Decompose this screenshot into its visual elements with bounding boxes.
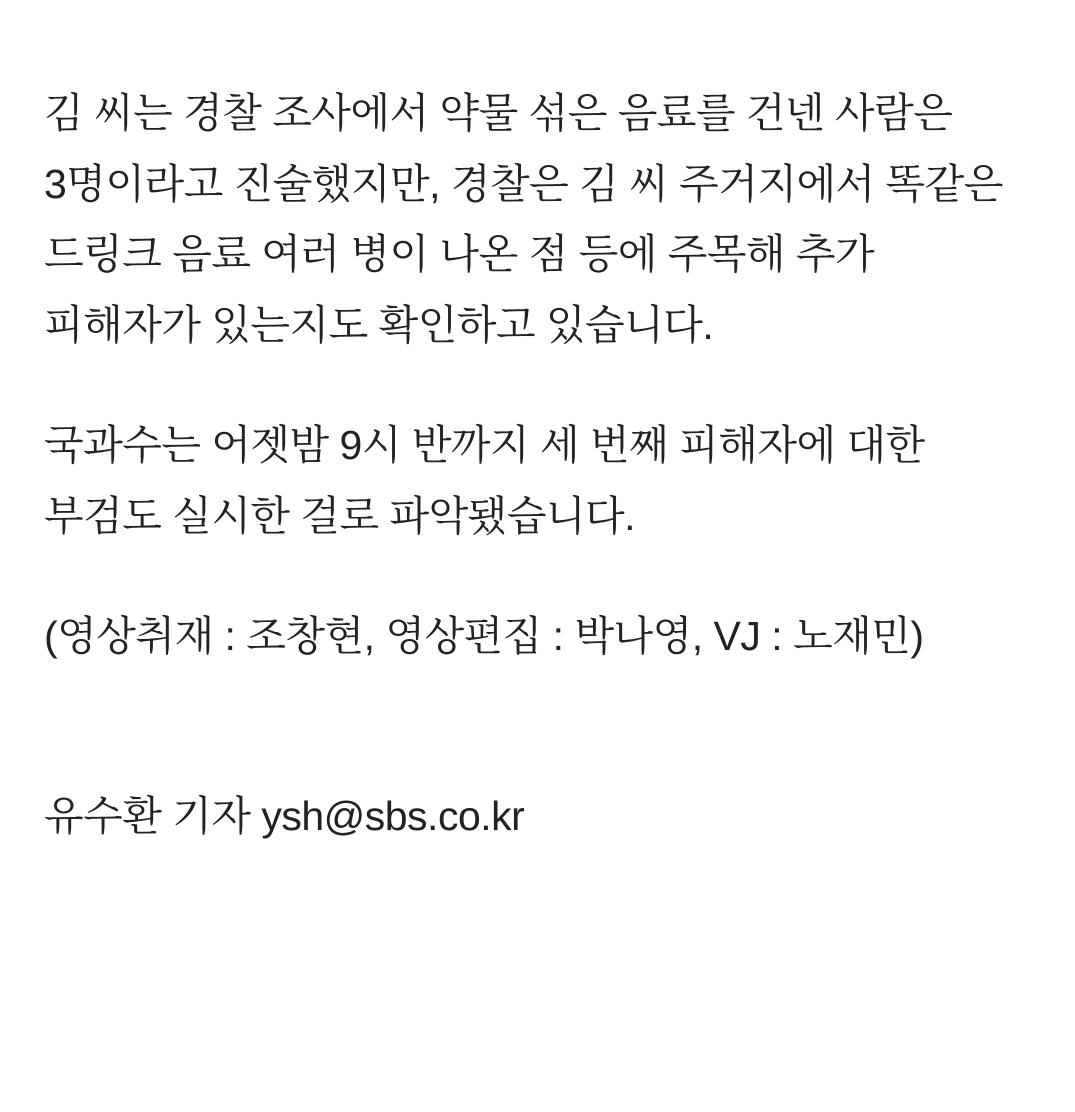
reporter-name: 유수환 기자: [44, 792, 251, 839]
article-paragraph-1: 김 씨는 경찰 조사에서 약물 섞은 음료를 건넨 사람은 3명이라고 진술했지만, 경찰은 김 씨 주거지에서 똑같은 드링크 음료 여러 병이 나온 점 등에 주목해 추가 피해자가 있는지도 확인하고 있습니다.: [44, 90, 1003, 348]
article-byline: [44, 784, 1031, 850]
reporter-email[interactable]: ysh@sbs.co.kr: [261, 792, 525, 839]
article-credits: (영상취재 : 조창현, 영상편집 : 박나영, VJ : 노재민): [44, 613, 924, 660]
byline-line: [44, 784, 1031, 850]
article-paragraph-2: 국과수는 어젯밤 9시 반까지 세 번째 피해자에 대한 부검도 실시한 걸로 파악됐습니다.: [44, 422, 925, 539]
